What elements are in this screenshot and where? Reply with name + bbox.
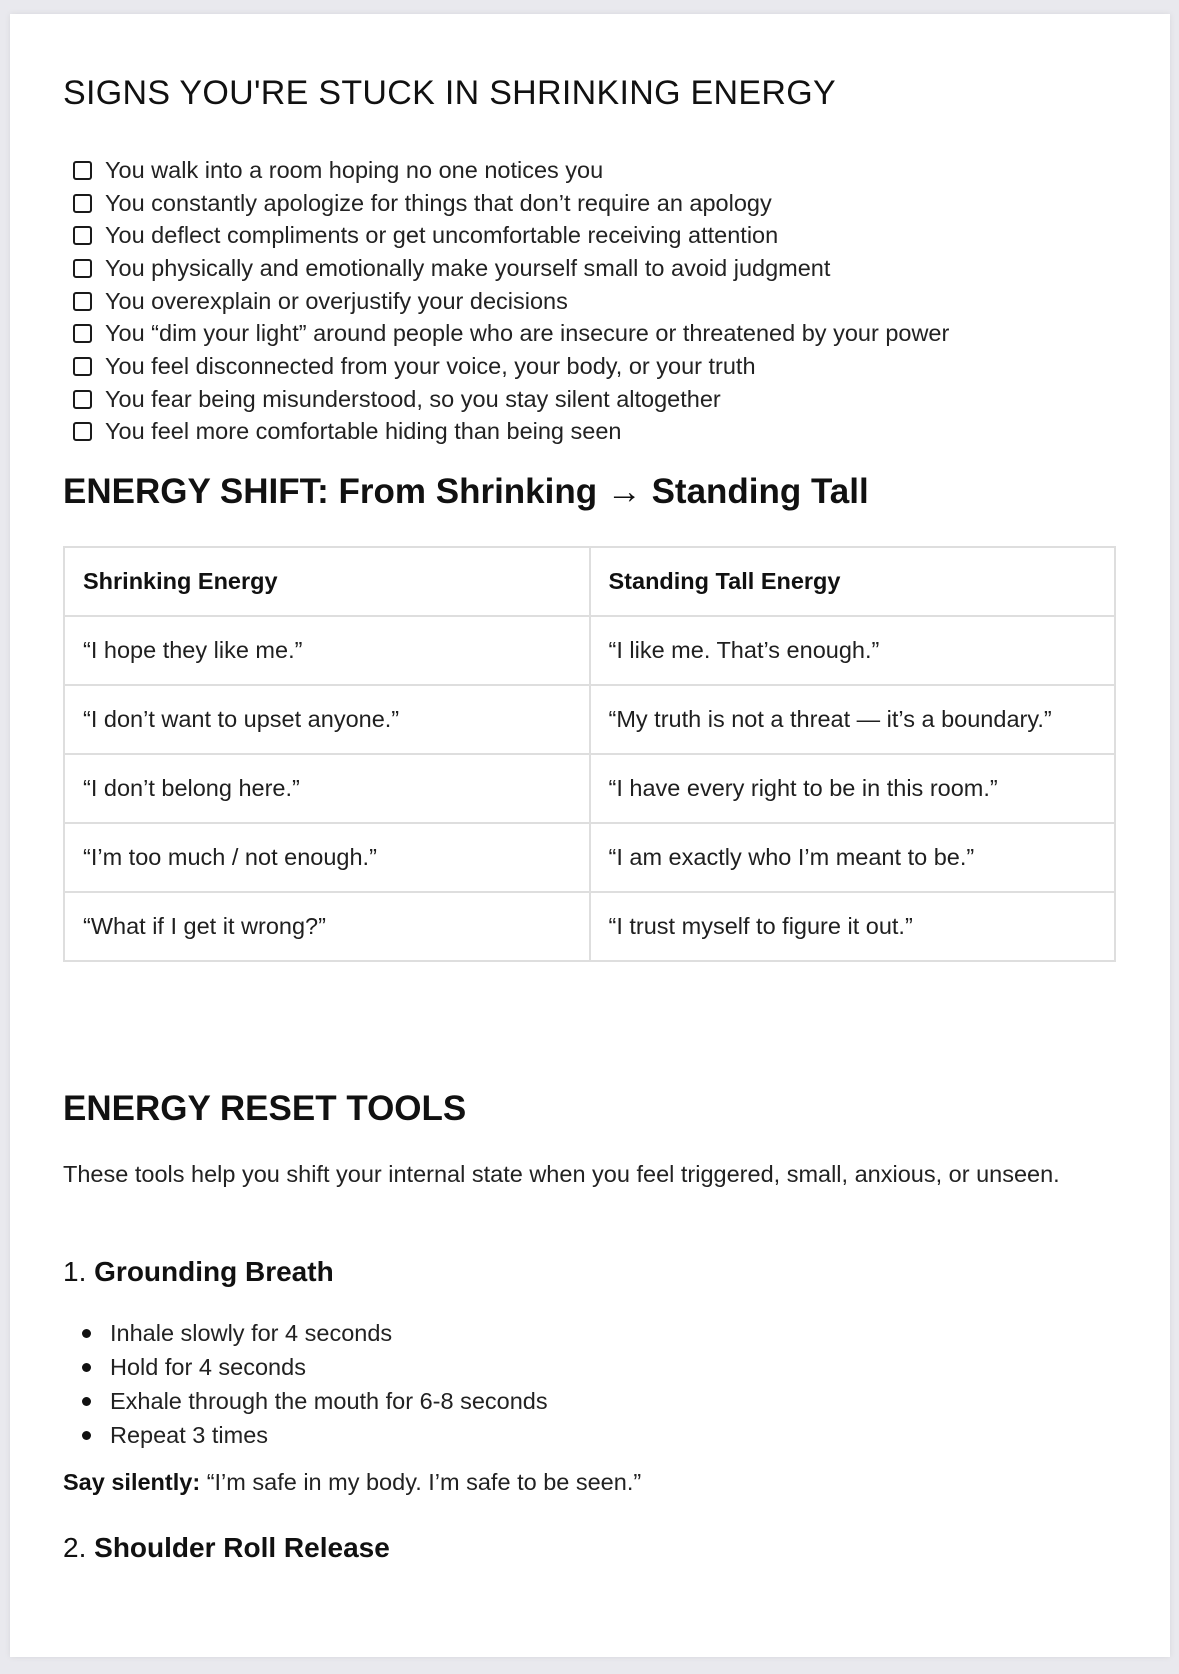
table-cell: “I don’t want to upset anyone.” [64,685,590,754]
checklist-item [73,219,949,252]
table-row [64,616,1115,685]
table-cell: “I have every right to be in this room.” [590,754,1116,823]
document-page [10,14,1170,1657]
list-item [73,1316,548,1350]
list-item [73,1350,548,1384]
tool-number: 1. [63,1256,87,1287]
checklist-item [73,187,949,220]
signs-checklist [73,154,949,448]
checkbox-icon[interactable] [73,390,92,409]
bullet-icon [82,1329,91,1338]
bullet-icon [82,1431,91,1440]
table-cell: “I trust myself to figure it out.” [590,892,1116,961]
checkbox-icon[interactable] [73,292,92,311]
bullet-icon [82,1363,91,1372]
checkbox-icon[interactable] [73,357,92,376]
checkbox-icon[interactable] [73,226,92,245]
checklist-item-text: You overexplain or overjustify your decisions [105,287,568,314]
table-cell: “I don’t belong here.” [64,754,590,823]
checklist-item-text: You constantly apologize for things that don’t require an apology [105,189,772,216]
reset-tools-intro: These tools help you shift your internal state when you feel triggered, small, anxious, or unseen. [63,1161,1060,1187]
say-label: Say silently: [63,1469,201,1495]
signs-title: SIGNS YOU'RE STUCK IN SHRINKING ENERGY [63,74,836,112]
reset-tools-title: ENERGY RESET TOOLS [63,1089,467,1128]
list-item-text: Repeat 3 times [110,1421,269,1448]
checklist-item [73,154,949,187]
tool-number: 2. [63,1532,87,1563]
checklist-item-text: You feel disconnected from your voice, your body, or your truth [105,352,756,379]
checkbox-icon[interactable] [73,324,92,343]
table-cell: “I am exactly who I’m meant to be.” [590,823,1116,892]
tool-heading-grounding-breath [63,1256,334,1288]
column-header-standing-tall: Standing Tall Energy [590,547,1116,616]
table-header-row [64,547,1115,616]
tool-heading-shoulder-roll [63,1532,390,1564]
list-item-text: Inhale slowly for 4 seconds [110,1319,393,1346]
table-cell: “I’m too much / not enough.” [64,823,590,892]
tool-name: Shoulder Roll Release [94,1532,390,1563]
table-row [64,823,1115,892]
table-row [64,685,1115,754]
checklist-item-text: You fear being misunderstood, so you stay silent altogether [105,385,721,412]
table-cell: “I hope they like me.” [64,616,590,685]
column-header-shrinking: Shrinking Energy [64,547,590,616]
energy-shift-table [63,546,1116,962]
list-item [73,1384,548,1418]
checklist-item [73,317,949,350]
checklist-item-text: You “dim your light” around people who are insecure or threatened by your power [105,320,950,347]
say-silently-line [63,1469,641,1496]
list-item [73,1418,548,1452]
checklist-item [73,416,949,449]
energy-shift-title: ENERGY SHIFT: From Shrinking → Standing Tall [63,472,869,511]
table-row [64,754,1115,823]
checkbox-icon[interactable] [73,422,92,441]
tool-name: Grounding Breath [94,1256,334,1287]
table-cell: “I like me. That’s enough.” [590,616,1116,685]
bullet-icon [82,1397,91,1406]
checklist-item-text: You deflect compliments or get uncomfortable receiving attention [105,222,779,249]
checkbox-icon[interactable] [73,194,92,213]
list-item-text: Exhale through the mouth for 6-8 seconds [110,1387,548,1414]
table-cell: “What if I get it wrong?” [64,892,590,961]
checklist-item-text: You physically and emotionally make yourself small to avoid judgment [105,254,831,281]
breath-steps-list [73,1316,548,1452]
say-text: “I’m safe in my body. I’m safe to be seen.” [206,1469,642,1495]
checkbox-icon[interactable] [73,259,92,278]
table-cell: “My truth is not a threat — it’s a boundary.” [590,685,1116,754]
checklist-item [73,285,949,318]
checklist-item-text: You walk into a room hoping no one notices you [105,156,604,183]
checklist-item [73,350,949,383]
table-row [64,892,1115,961]
checklist-item [73,383,949,416]
checkbox-icon[interactable] [73,161,92,180]
checklist-item [73,252,949,285]
list-item-text: Hold for 4 seconds [110,1353,306,1380]
checklist-item-text: You feel more comfortable hiding than being seen [105,418,622,445]
